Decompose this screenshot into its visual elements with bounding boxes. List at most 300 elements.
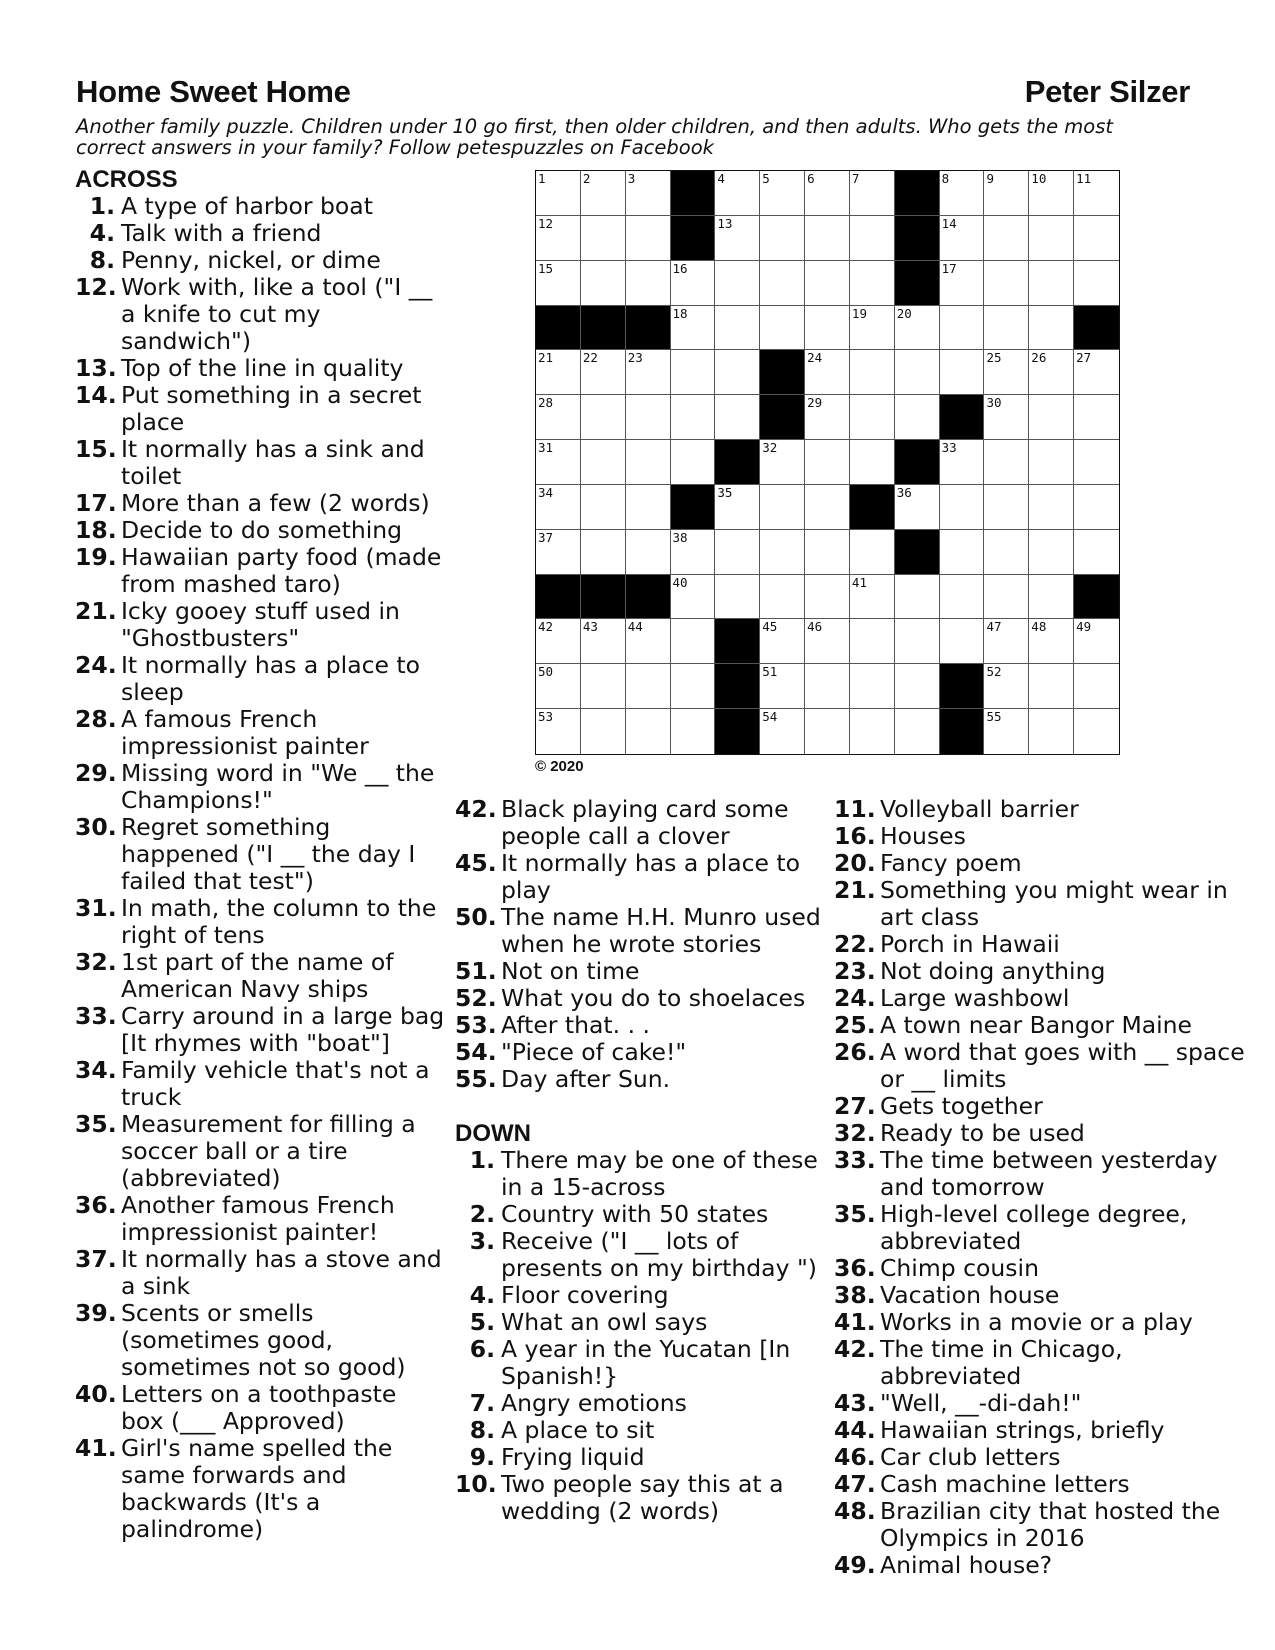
- grid-cell[interactable]: [1074, 530, 1119, 575]
- clue-number: 30.: [75, 813, 117, 841]
- grid-cell[interactable]: [895, 350, 940, 395]
- grid-cell[interactable]: [850, 440, 895, 485]
- grid-cell[interactable]: [715, 261, 760, 306]
- clue-number: 52.: [455, 984, 497, 1012]
- cell-number: 48: [1031, 619, 1047, 635]
- clue-item: [75, 274, 445, 355]
- clue-number: 4.: [89, 219, 115, 247]
- grid-cell[interactable]: [760, 216, 805, 261]
- grid-cell[interactable]: [984, 530, 1029, 575]
- cell-number: 1: [538, 171, 546, 186]
- grid-cell[interactable]: [805, 575, 850, 620]
- grid-cell[interactable]: [805, 709, 850, 754]
- clue-text: Frying liquid: [501, 1443, 645, 1471]
- clue-text: Regret something happened ("I __ the day I failed that test"): [121, 813, 416, 895]
- grid-cell[interactable]: [940, 440, 985, 485]
- grid-cell[interactable]: [626, 261, 671, 306]
- clue-number: 39.: [75, 1299, 117, 1327]
- grid-block: [895, 530, 940, 575]
- grid-cell[interactable]: [626, 664, 671, 709]
- clue-text: In math, the column to the right of tens: [121, 894, 437, 949]
- grid-cell[interactable]: [984, 395, 1029, 440]
- grid-block: [671, 485, 716, 530]
- clue-number: 3.: [469, 1227, 495, 1255]
- clue-item: [455, 1336, 825, 1390]
- grid-block: [850, 485, 895, 530]
- grid-cell[interactable]: [984, 261, 1029, 306]
- grid-cell[interactable]: [850, 575, 895, 620]
- grid-cell[interactable]: [940, 350, 985, 395]
- clue-item: [834, 931, 1254, 958]
- clue-item: [75, 490, 445, 517]
- grid-cell[interactable]: [805, 395, 850, 440]
- clue-item: [834, 1255, 1254, 1282]
- down-heading: DOWN: [455, 1120, 531, 1147]
- grid-cell[interactable]: [671, 306, 716, 351]
- spacer: [455, 1093, 825, 1120]
- clue-number: 7.: [469, 1389, 495, 1417]
- grid-cell[interactable]: [1029, 395, 1074, 440]
- grid-cell[interactable]: [895, 575, 940, 620]
- clue-number: 17.: [75, 489, 117, 517]
- grid-cell[interactable]: [760, 261, 805, 306]
- grid-cell[interactable]: [1074, 709, 1119, 754]
- grid-cell[interactable]: [850, 619, 895, 664]
- grid-cell[interactable]: [626, 485, 671, 530]
- grid-cell[interactable]: [715, 171, 760, 216]
- grid-cell[interactable]: [1029, 216, 1074, 261]
- clue-text: Letters on a toothpaste box (___ Approved): [121, 1380, 397, 1435]
- grid-cell[interactable]: [536, 261, 581, 306]
- grid-cell[interactable]: [940, 261, 985, 306]
- clue-item: [834, 1390, 1254, 1417]
- grid-cell[interactable]: [1029, 709, 1074, 754]
- clue-item: [834, 1309, 1254, 1336]
- grid-block: [895, 216, 940, 261]
- grid-cell[interactable]: [805, 619, 850, 664]
- clue-item: [834, 823, 1254, 850]
- grid-cell[interactable]: [805, 171, 850, 216]
- grid-cell[interactable]: [805, 664, 850, 709]
- grid-cell[interactable]: [760, 575, 805, 620]
- grid-cell[interactable]: [626, 395, 671, 440]
- cell-number: 43: [582, 619, 598, 635]
- clue-item: [834, 1201, 1254, 1255]
- grid-cell[interactable]: [760, 664, 805, 709]
- grid-cell[interactable]: [1029, 575, 1074, 620]
- cell-number: 6: [807, 171, 815, 186]
- clue-number: 36.: [834, 1254, 876, 1282]
- grid-block: [760, 350, 805, 395]
- grid-cell[interactable]: [1074, 395, 1119, 440]
- clue-text: Car club letters: [880, 1443, 1061, 1471]
- grid-cell[interactable]: [940, 575, 985, 620]
- cell-number: 32: [762, 440, 778, 456]
- grid-cell[interactable]: [1074, 216, 1119, 261]
- grid-cell[interactable]: [626, 440, 671, 485]
- clue-number: 31.: [75, 894, 117, 922]
- clue-number: 10.: [455, 1470, 497, 1498]
- grid-cell[interactable]: [581, 485, 626, 530]
- clue-text: The time between yesterday and tomorrow: [880, 1146, 1218, 1201]
- grid-block: [895, 440, 940, 485]
- clue-number: 35.: [75, 1110, 117, 1138]
- grid-cell[interactable]: [671, 350, 716, 395]
- cell-number: 30: [986, 395, 1002, 411]
- clue-item: [834, 850, 1254, 877]
- clue-text: Top of the line in quality: [121, 354, 404, 382]
- clue-text: More than a few (2 words): [121, 489, 430, 517]
- grid-cell[interactable]: [805, 485, 850, 530]
- grid-cell[interactable]: [536, 619, 581, 664]
- grid-cell[interactable]: [671, 664, 716, 709]
- clue-item: [75, 517, 445, 544]
- grid-cell[interactable]: [940, 216, 985, 261]
- clue-item: [75, 814, 445, 895]
- grid-cell[interactable]: [895, 709, 940, 754]
- grid-cell[interactable]: [536, 395, 581, 440]
- grid-cell[interactable]: [760, 171, 805, 216]
- grid-cell[interactable]: [984, 306, 1029, 351]
- grid-cell[interactable]: [984, 619, 1029, 664]
- grid-block: [940, 709, 985, 754]
- cell-number: 12: [538, 215, 554, 231]
- clue-number: 43.: [834, 1389, 876, 1417]
- cell-number: 40: [672, 574, 688, 590]
- clue-number: 54.: [455, 1038, 497, 1066]
- clue-item: [834, 1039, 1254, 1093]
- clue-item: [75, 193, 445, 220]
- clue-text: Put something in a secret place: [121, 381, 422, 436]
- clue-text: A town near Bangor Maine: [880, 1011, 1193, 1039]
- grid-block: [940, 664, 985, 709]
- clue-item: [75, 382, 445, 436]
- grid-cell[interactable]: [850, 350, 895, 395]
- clue-number: 13.: [75, 354, 117, 382]
- grid-cell[interactable]: [581, 216, 626, 261]
- grid-cell[interactable]: [536, 216, 581, 261]
- clue-number: 25.: [834, 1011, 876, 1039]
- grid-cell[interactable]: [805, 216, 850, 261]
- grid-cell[interactable]: [626, 530, 671, 575]
- grid-cell[interactable]: [1074, 440, 1119, 485]
- grid-cell[interactable]: [984, 216, 1029, 261]
- clue-number: 41.: [75, 1434, 117, 1462]
- grid-cell[interactable]: [581, 664, 626, 709]
- clue-text: It normally has a stove and a sink: [121, 1245, 442, 1300]
- grid-cell[interactable]: [984, 440, 1029, 485]
- grid-cell[interactable]: [536, 440, 581, 485]
- clue-number: 28.: [75, 705, 117, 733]
- grid-block: [715, 664, 760, 709]
- grid-cell[interactable]: [536, 664, 581, 709]
- clue-text: Gets together: [880, 1092, 1043, 1120]
- grid-cell[interactable]: [1029, 261, 1074, 306]
- copyright-notice: © 2020: [535, 758, 584, 775]
- grid-cell[interactable]: [671, 619, 716, 664]
- grid-cell[interactable]: [536, 530, 581, 575]
- clue-number: 45.: [455, 849, 497, 877]
- clue-text: It normally has a place to sleep: [121, 651, 421, 706]
- grid-cell[interactable]: [760, 619, 805, 664]
- clue-item: [75, 652, 445, 706]
- grid-cell[interactable]: [850, 395, 895, 440]
- clue-item: [455, 1066, 825, 1093]
- grid-cell[interactable]: [715, 306, 760, 351]
- clue-item: [75, 544, 445, 598]
- grid-cell[interactable]: [581, 171, 626, 216]
- clue-text: Work with, like a tool ("I __ a knife to cut my sandwich"): [121, 273, 433, 355]
- grid-cell[interactable]: [1029, 440, 1074, 485]
- grid-cell[interactable]: [626, 350, 671, 395]
- grid-cell[interactable]: [536, 171, 581, 216]
- clue-number: 8.: [469, 1416, 495, 1444]
- grid-cell[interactable]: [1074, 664, 1119, 709]
- clue-number: 27.: [834, 1092, 876, 1120]
- clue-number: 24.: [834, 984, 876, 1012]
- grid-cell[interactable]: [850, 306, 895, 351]
- grid-cell[interactable]: [581, 530, 626, 575]
- cell-number: 36: [896, 484, 912, 500]
- cell-number: 24: [807, 350, 823, 366]
- grid-cell[interactable]: [671, 261, 716, 306]
- grid-cell[interactable]: [671, 530, 716, 575]
- clue-item: [834, 1282, 1254, 1309]
- grid-cell[interactable]: [850, 171, 895, 216]
- clue-number: 32.: [75, 948, 117, 976]
- grid-cell[interactable]: [895, 395, 940, 440]
- grid-cell[interactable]: [1029, 664, 1074, 709]
- clue-number: 53.: [455, 1011, 497, 1039]
- clue-number: 48.: [834, 1497, 876, 1525]
- clue-text: Fancy poem: [880, 849, 1022, 877]
- grid-cell[interactable]: [940, 530, 985, 575]
- cell-number: 27: [1076, 350, 1092, 366]
- clue-item: [455, 1201, 825, 1228]
- clue-item: [75, 436, 445, 490]
- clue-text: "Well, __-di-dah!": [880, 1389, 1082, 1417]
- grid-cell[interactable]: [850, 664, 895, 709]
- puzzle-intro: Another family puzzle. Children under 10 go first, then older children, and then adults. Who gets the most correct answers in your family? Follow petespuzzles on Facebook: [76, 115, 1114, 159]
- grid-cell[interactable]: [850, 709, 895, 754]
- clue-text: A place to sit: [501, 1416, 655, 1444]
- clue-number: 1.: [89, 192, 115, 220]
- grid-cell[interactable]: [850, 530, 895, 575]
- grid-cell[interactable]: [715, 395, 760, 440]
- clue-item: [455, 958, 825, 985]
- clue-text: Black playing card some people call a clover: [501, 795, 789, 850]
- cell-number: 10: [1031, 171, 1047, 186]
- grid-cell[interactable]: [1029, 306, 1074, 351]
- grid-cell[interactable]: [940, 171, 985, 216]
- grid-cell[interactable]: [984, 575, 1029, 620]
- clue-number: 47.: [834, 1470, 876, 1498]
- clue-number: 35.: [834, 1200, 876, 1228]
- clue-text: A type of harbor boat: [121, 192, 373, 220]
- grid-cell[interactable]: [1029, 171, 1074, 216]
- clue-item: [455, 1039, 825, 1066]
- clue-number: 21.: [834, 876, 876, 904]
- clue-item: [75, 706, 445, 760]
- grid-cell[interactable]: [581, 619, 626, 664]
- clue-number: 8.: [89, 246, 115, 274]
- clue-item: [455, 1444, 825, 1471]
- grid-cell[interactable]: [760, 306, 805, 351]
- grid-cell[interactable]: [1029, 485, 1074, 530]
- clue-text: The time in Chicago, abbreviated: [880, 1335, 1123, 1390]
- grid-cell[interactable]: [715, 216, 760, 261]
- grid-cell[interactable]: [581, 350, 626, 395]
- clue-number: 33.: [75, 1002, 117, 1030]
- grid-cell[interactable]: [536, 485, 581, 530]
- grid-cell[interactable]: [760, 440, 805, 485]
- clue-text: Girl's name spelled the same forwards and backwards (It's a palindrome): [121, 1434, 393, 1543]
- clue-number: 41.: [834, 1308, 876, 1336]
- clue-item: [75, 1381, 445, 1435]
- cell-number: 55: [986, 709, 1002, 725]
- grid-cell[interactable]: [671, 395, 716, 440]
- grid-cell[interactable]: [581, 395, 626, 440]
- grid-cell[interactable]: [626, 619, 671, 664]
- grid-cell[interactable]: [671, 440, 716, 485]
- clue-number: 32.: [834, 1119, 876, 1147]
- grid-cell[interactable]: [984, 171, 1029, 216]
- grid-block: [536, 306, 581, 351]
- grid-cell[interactable]: [671, 709, 716, 754]
- crossword-grid[interactable]: [535, 170, 1120, 755]
- grid-cell[interactable]: [760, 485, 805, 530]
- grid-cell[interactable]: [984, 485, 1029, 530]
- cell-number: 41: [851, 574, 867, 590]
- clue-text: Carry around in a large bag [It rhymes with "boat"]: [121, 1002, 445, 1057]
- grid-cell[interactable]: [626, 216, 671, 261]
- grid-cell[interactable]: [895, 485, 940, 530]
- clue-number: 50.: [455, 903, 497, 931]
- grid-cell[interactable]: [715, 530, 760, 575]
- grid-block: [581, 575, 626, 620]
- clue-item: [75, 220, 445, 247]
- clue-text: A word that goes with __ space or __ limits: [880, 1038, 1245, 1093]
- grid-cell[interactable]: [1074, 485, 1119, 530]
- grid-cell[interactable]: [1074, 171, 1119, 216]
- clue-item: [455, 850, 825, 904]
- clue-number: 42.: [834, 1335, 876, 1363]
- clue-item: [834, 1471, 1254, 1498]
- grid-cell[interactable]: [895, 306, 940, 351]
- cell-number: 45: [762, 619, 778, 635]
- grid-cell[interactable]: [1029, 619, 1074, 664]
- clue-item: [834, 1552, 1254, 1579]
- grid-cell[interactable]: [760, 530, 805, 575]
- cell-number: 4: [717, 171, 725, 186]
- clue-number: 23.: [834, 957, 876, 985]
- grid-cell[interactable]: [581, 709, 626, 754]
- clue-text: High-level college degree, abbreviated: [880, 1200, 1188, 1255]
- clue-column-1: [75, 166, 445, 1543]
- cell-number: 52: [986, 664, 1002, 680]
- grid-cell[interactable]: [895, 664, 940, 709]
- clue-text: 1st part of the name of American Navy ships: [121, 948, 394, 1003]
- clue-item: [455, 1471, 825, 1525]
- grid-cell[interactable]: [940, 485, 985, 530]
- clue-text: A famous French impressionist painter: [121, 705, 369, 760]
- clue-number: 12.: [75, 273, 117, 301]
- cell-number: 51: [762, 664, 778, 680]
- clue-number: 9.: [469, 1443, 495, 1471]
- grid-cell[interactable]: [805, 261, 850, 306]
- grid-cell[interactable]: [1029, 350, 1074, 395]
- grid-cell[interactable]: [626, 171, 671, 216]
- clue-text: Floor covering: [501, 1281, 669, 1309]
- cell-number: 23: [627, 350, 643, 366]
- grid-cell[interactable]: [805, 350, 850, 395]
- grid-cell[interactable]: [1074, 350, 1119, 395]
- grid-cell[interactable]: [805, 440, 850, 485]
- cell-number: 29: [807, 395, 823, 411]
- clue-text: Another famous French impressionist painter!: [121, 1191, 395, 1246]
- grid-cell[interactable]: [984, 664, 1029, 709]
- clue-item: [455, 1282, 825, 1309]
- grid-cell[interactable]: [536, 709, 581, 754]
- grid-cell[interactable]: [984, 350, 1029, 395]
- clue-text: Measurement for filling a soccer ball or a tire (abbreviated): [121, 1110, 416, 1192]
- grid-block: [895, 261, 940, 306]
- clue-item: [75, 247, 445, 274]
- grid-cell[interactable]: [715, 485, 760, 530]
- clue-item: [75, 1300, 445, 1381]
- clue-number: 4.: [469, 1281, 495, 1309]
- grid-cell[interactable]: [850, 261, 895, 306]
- clue-number: 22.: [834, 930, 876, 958]
- clue-item: [75, 1003, 445, 1057]
- clue-text: Animal house?: [880, 1551, 1053, 1579]
- grid-cell[interactable]: [1074, 619, 1119, 664]
- clue-item: [455, 1147, 825, 1201]
- grid-cell[interactable]: [581, 440, 626, 485]
- grid-block: [626, 306, 671, 351]
- grid-cell[interactable]: [805, 306, 850, 351]
- grid-cell[interactable]: [626, 709, 671, 754]
- grid-cell[interactable]: [1029, 530, 1074, 575]
- grid-cell[interactable]: [895, 619, 940, 664]
- grid-cell[interactable]: [940, 306, 985, 351]
- grid-cell[interactable]: [805, 530, 850, 575]
- cell-number: 54: [762, 709, 778, 725]
- clue-text: Large washbowl: [880, 984, 1070, 1012]
- cell-number: 28: [538, 395, 554, 411]
- grid-cell[interactable]: [536, 350, 581, 395]
- grid-cell[interactable]: [581, 261, 626, 306]
- clue-item: [75, 1435, 445, 1543]
- grid-cell[interactable]: [1074, 261, 1119, 306]
- clue-number: 24.: [75, 651, 117, 679]
- grid-cell[interactable]: [984, 709, 1029, 754]
- grid-cell[interactable]: [760, 709, 805, 754]
- clue-number: 40.: [75, 1380, 117, 1408]
- clue-text: Family vehicle that's not a truck: [121, 1056, 430, 1111]
- clue-text: Penny, nickel, or dime: [121, 246, 381, 274]
- clue-text: Country with 50 states: [501, 1200, 769, 1228]
- grid-cell[interactable]: [940, 619, 985, 664]
- grid-cell[interactable]: [850, 216, 895, 261]
- cell-number: 14: [941, 215, 957, 231]
- cell-number: 8: [941, 171, 950, 186]
- clue-text: There may be one of these in a 15-across: [501, 1146, 818, 1201]
- grid-cell[interactable]: [715, 350, 760, 395]
- clue-number: 5.: [469, 1308, 495, 1336]
- grid-cell[interactable]: [671, 575, 716, 620]
- grid-cell[interactable]: [715, 575, 760, 620]
